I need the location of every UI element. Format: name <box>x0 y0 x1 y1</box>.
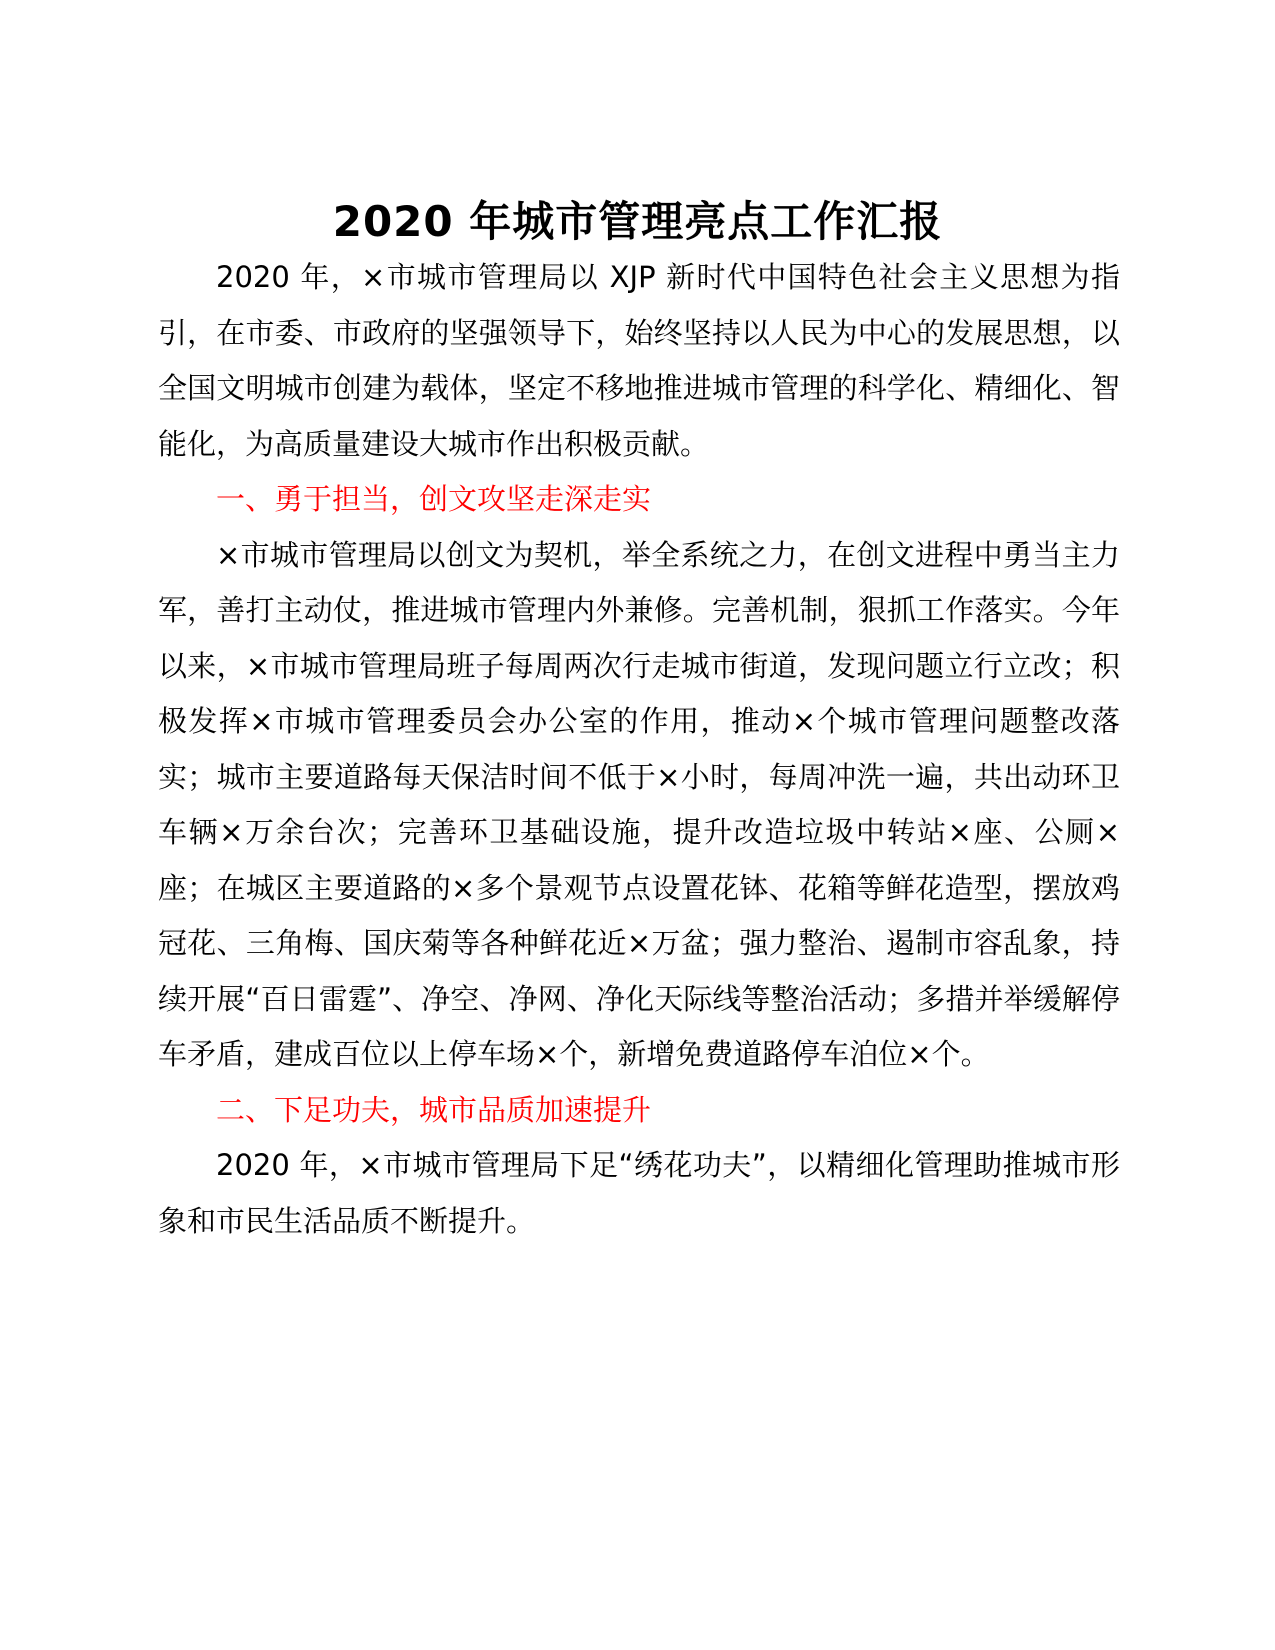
intro-paragraph: 2020 年，×市城市管理局以 XJP 新时代中国特色社会主义思想为指引，在市委、市政府的坚强领导下，始终坚持以人民为中心的发展思想，以全国文明城市创建为载体，坚定不移地推进城市管理的科学化、精细化、智能化，为高质量建设大城市作出积极贡献。 <box>158 260 1120 461</box>
document-title: 2020 年城市管理亮点工作汇报 <box>332 197 943 247</box>
section-1-paragraph: ×市城市管理局以创文为契机，举全系统之力，在创文进程中勇当主力军，善打主动仗，推进城市管理内外兼修。完善机制，狠抓工作落实。今年以来，×市城市管理局班子每周两次行走城市街道，发现问题立行立改；积极发挥×市城市管理委员会办公室的作用，推动×个城市管理问题整改落实；城市主要道路每天保洁时间不低于×小时，每周冲洗一遍，共出动环卫车辆×万余台次；完善环卫基础设施，提升改造垃圾中转站×座、公厕×座；在城区主要道路的×多个景观节点设置花钵、花箱等鲜花造型，摆放鸡冠花、三角梅、国庆菊等各种鲜花近×万盆；强力整治、遏制市容乱象，持续开展“百日雷霆”、净空、净网、净化天际线等整治活动；多措并举缓解停车矛盾，建成百位以上停车场×个，新增免费道路停车泊位×个。 <box>158 537 1120 1071</box>
document-body <box>158 250 1120 1249</box>
section-1-heading: 一、勇于担当，创文攻坚走深走实 <box>216 482 652 516</box>
section-2-paragraph: 2020 年，×市城市管理局下足“绣花功夫”，以精细化管理助推城市形象和市民生活品质不断提升。 <box>158 1148 1120 1238</box>
section-2-heading: 二、下足功夫，城市品质加速提升 <box>216 1092 652 1127</box>
